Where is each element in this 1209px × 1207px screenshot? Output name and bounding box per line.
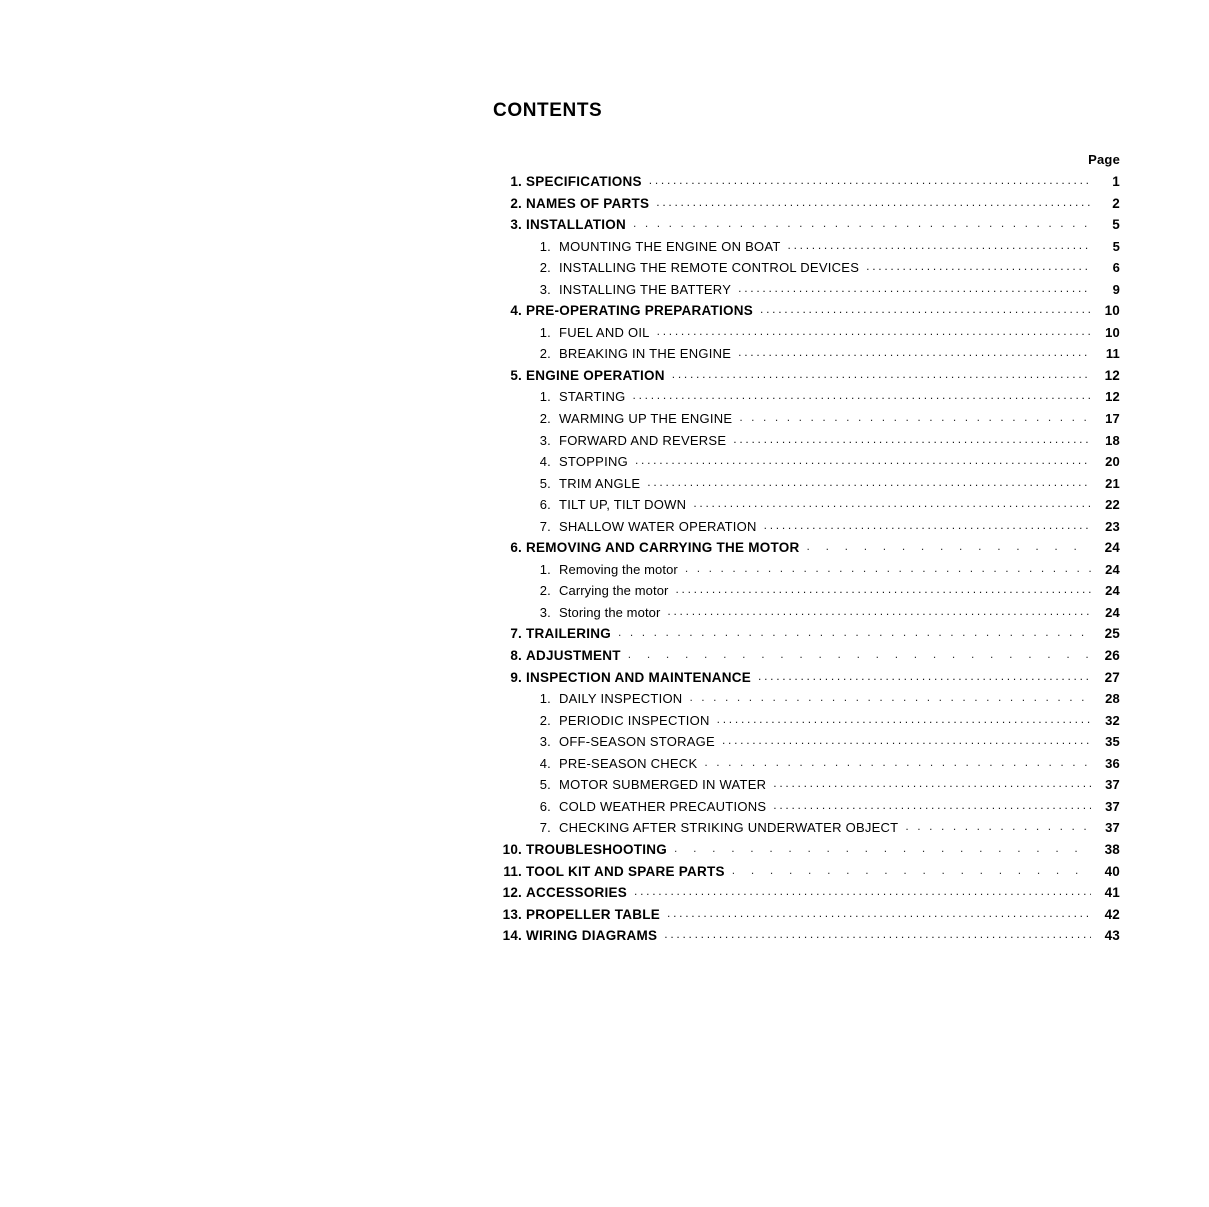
toc-dot-leader: [738, 281, 1091, 294]
toc-entry-title: INSTALLATION: [526, 217, 626, 233]
toc-entry[interactable]: [496, 863, 1120, 885]
toc-dot-leader: [628, 647, 1091, 660]
toc-entry-number: 2.: [539, 712, 551, 728]
toc-entry-number: 7.: [539, 518, 551, 534]
toc-entry-title: OFF-SEASON STORAGE: [559, 734, 715, 750]
toc-dot-leader: [738, 345, 1091, 358]
toc-dot-leader: [693, 496, 1091, 509]
toc-entry[interactable]: [496, 345, 1120, 367]
toc-entry-number: 1.: [539, 561, 551, 577]
toc-entry-number: 3.: [539, 734, 551, 750]
toc-entry-page-number: 9: [1112, 281, 1120, 297]
toc-entry-page-number: 43: [1104, 928, 1120, 944]
toc-entry-page-number: 10: [1105, 324, 1120, 340]
toc-dot-leader: [773, 776, 1091, 789]
toc-entry-number: 1.: [539, 238, 551, 254]
toc-entry-number: 5.: [539, 475, 551, 491]
toc-entry-number: 11.: [503, 863, 522, 879]
toc-dot-leader: [689, 690, 1091, 703]
toc-entry-title: ADJUSTMENT: [526, 648, 621, 664]
toc-entry-page-number: 26: [1104, 648, 1120, 664]
toc-entry-number: 7.: [510, 626, 522, 642]
toc-entry-number: 13.: [502, 906, 522, 922]
toc-entry-page-number: 24: [1104, 540, 1120, 556]
toc-dot-leader: [739, 410, 1091, 423]
toc-entry-number: 9.: [510, 669, 522, 685]
toc-entry-page-number: 37: [1105, 777, 1120, 793]
toc-dot-leader: [647, 475, 1091, 488]
toc-entry[interactable]: [496, 173, 1120, 195]
toc-entry-page-number: 10: [1104, 303, 1120, 319]
toc-entry[interactable]: [496, 625, 1120, 647]
toc-entry-title: Storing the motor: [559, 604, 661, 620]
toc-entry[interactable]: [496, 690, 1120, 712]
toc-entry[interactable]: [496, 819, 1120, 841]
toc-entry[interactable]: [496, 927, 1120, 949]
toc-entry-page-number: 12: [1105, 389, 1120, 405]
toc-entry-page-number: 38: [1104, 841, 1120, 857]
toc-entry-number: 4.: [539, 755, 551, 771]
toc-entry-page-number: 20: [1105, 454, 1120, 470]
toc-entry[interactable]: [496, 669, 1120, 691]
toc-dot-leader: [674, 841, 1091, 854]
toc-entry-page-number: 22: [1105, 497, 1120, 513]
toc-entry-page-number: 37: [1105, 820, 1120, 836]
toc-entry-title: PERIODIC INSPECTION: [559, 712, 710, 728]
toc-dot-leader: [657, 324, 1091, 337]
toc-entry[interactable]: [496, 776, 1120, 798]
toc-dot-leader: [722, 733, 1091, 746]
toc-entry[interactable]: [496, 647, 1120, 669]
toc-dot-leader: [773, 798, 1091, 811]
toc-entry-number: 3.: [539, 281, 551, 297]
toc-entry[interactable]: [496, 841, 1120, 863]
toc-entry-title: TOOL KIT AND SPARE PARTS: [526, 863, 725, 879]
toc-entry-title: TROUBLESHOOTING: [526, 841, 667, 857]
toc-entry-title: SPECIFICATIONS: [526, 174, 642, 189]
toc-entry-number: 12.: [502, 885, 522, 901]
toc-dot-leader: [667, 604, 1091, 617]
toc-entry-number: 1.: [539, 324, 551, 340]
toc-entry-page-number: 5: [1112, 238, 1120, 254]
toc-entry-number: 14.: [502, 928, 522, 944]
toc-entry-page-number: 18: [1105, 432, 1120, 448]
toc-entry-number: 8.: [510, 648, 522, 664]
toc-entry-number: 2.: [539, 346, 551, 362]
toc-entry-title: CHECKING AFTER STRIKING UNDERWATER OBJECT: [559, 820, 899, 836]
toc-entry-title: Carrying the motor: [559, 583, 669, 599]
toc-entry-number: 6.: [510, 540, 522, 556]
toc-entry-title: PRE-OPERATING PREPARATIONS: [526, 303, 754, 319]
toc-entry[interactable]: [496, 432, 1120, 454]
toc-entry[interactable]: [496, 712, 1120, 734]
toc-entry-title: SHALLOW WATER OPERATION: [559, 518, 757, 534]
toc-entry-title: FORWARD AND REVERSE: [559, 432, 727, 448]
toc-entry-number: 3.: [539, 432, 551, 448]
toc-dot-leader: [717, 712, 1091, 725]
toc-entry-page-number: 1: [1112, 174, 1120, 189]
page-column-header: Page: [1088, 152, 1120, 167]
toc-entry-title: FUEL AND OIL: [559, 324, 650, 340]
toc-entry[interactable]: [496, 216, 1120, 238]
toc-dot-leader: [675, 582, 1091, 595]
toc-entry-title: WARMING UP THE ENGINE: [559, 411, 733, 427]
toc-entry[interactable]: [496, 539, 1120, 561]
toc-entry[interactable]: [496, 496, 1120, 518]
toc-entry-title: DAILY INSPECTION: [559, 691, 683, 707]
toc-entry-title: PRE-SEASON CHECK: [559, 755, 698, 771]
toc-entry-title: REMOVING AND CARRYING THE MOTOR: [526, 540, 800, 556]
toc-entry-number: 1.: [510, 174, 522, 189]
toc-entry-number: 1.: [539, 389, 551, 405]
toc-entry[interactable]: [496, 195, 1120, 217]
toc-entry-number: 5.: [539, 777, 551, 793]
toc-dot-leader: [656, 195, 1091, 208]
toc-entry-number: 4.: [510, 303, 522, 319]
toc-entry-title: COLD WEATHER PRECAUTIONS: [559, 798, 767, 814]
toc-entry-title: STOPPING: [559, 454, 628, 470]
toc-entry-page-number: 27: [1104, 669, 1120, 685]
toc-entry[interactable]: [496, 518, 1120, 540]
toc-dot-leader: [733, 432, 1091, 445]
table-of-contents: [496, 173, 1120, 949]
toc-entry[interactable]: [496, 582, 1120, 604]
toc-entry-page-number: 2: [1112, 195, 1120, 211]
toc-entry[interactable]: [496, 281, 1120, 303]
toc-entry[interactable]: [496, 906, 1120, 928]
toc-entry-number: 3.: [539, 604, 551, 620]
toc-entry-number: 3.: [510, 217, 522, 233]
toc-dot-leader: [788, 238, 1091, 251]
toc-entry[interactable]: [496, 798, 1120, 820]
toc-entry-page-number: 40: [1104, 863, 1120, 879]
toc-entry-title: ACCESSORIES: [526, 885, 628, 901]
toc-dot-leader: [649, 173, 1091, 186]
toc-entry-page-number: 25: [1104, 626, 1120, 642]
toc-entry[interactable]: [496, 561, 1120, 583]
toc-entry-page-number: 11: [1105, 346, 1120, 362]
toc-entry-page-number: 12: [1104, 367, 1120, 383]
toc-entry-page-number: 21: [1105, 475, 1120, 491]
toc-entry-number: 1.: [539, 691, 551, 707]
toc-entry-title: WIRING DIAGRAMS: [526, 928, 658, 944]
toc-dot-leader: [704, 755, 1091, 768]
toc-entry-number: 2.: [539, 583, 551, 599]
toc-entry-page-number: 24: [1105, 583, 1120, 599]
toc-dot-leader: [667, 906, 1091, 919]
toc-entry[interactable]: [496, 755, 1120, 777]
toc-dot-leader: [618, 625, 1091, 638]
toc-entry-number: 2.: [510, 195, 522, 211]
toc-dot-leader: [634, 884, 1091, 897]
toc-entry-page-number: 17: [1105, 411, 1120, 427]
toc-entry-number: 5.: [510, 367, 522, 383]
toc-entry-title: INSTALLING THE BATTERY: [559, 281, 732, 297]
toc-entry-page-number: 35: [1105, 734, 1120, 750]
toc-entry-title: STARTING: [559, 389, 626, 405]
toc-entry-number: 6.: [539, 798, 551, 814]
toc-entry[interactable]: [496, 367, 1120, 389]
toc-dot-leader: [866, 259, 1091, 272]
toc-entry-title: INSTALLING THE REMOTE CONTROL DEVICES: [559, 260, 860, 276]
toc-entry[interactable]: [496, 733, 1120, 755]
toc-entry-page-number: 24: [1105, 604, 1120, 620]
toc-entry[interactable]: [496, 410, 1120, 432]
toc-dot-leader: [633, 216, 1091, 229]
toc-entry-number: 7.: [539, 820, 551, 836]
page-title: CONTENTS: [493, 100, 603, 121]
toc-entry[interactable]: [496, 238, 1120, 260]
toc-dot-leader: [635, 453, 1091, 466]
toc-entry[interactable]: [496, 884, 1120, 906]
toc-dot-leader: [685, 561, 1091, 574]
toc-entry-page-number: 42: [1104, 906, 1120, 922]
toc-entry[interactable]: [496, 259, 1120, 281]
toc-entry-page-number: 23: [1105, 518, 1120, 534]
toc-entry-title: BREAKING IN THE ENGINE: [559, 346, 732, 362]
toc-entry-number: 10.: [502, 841, 522, 857]
toc-entry-number: 2.: [539, 411, 551, 427]
toc-entry-title: INSPECTION AND MAINTENANCE: [526, 669, 752, 685]
toc-dot-leader: [905, 819, 1091, 832]
toc-entry[interactable]: [496, 324, 1120, 346]
toc-dot-leader: [764, 518, 1091, 531]
toc-entry[interactable]: [496, 475, 1120, 497]
toc-entry-number: 2.: [539, 260, 551, 276]
toc-entry-number: 4.: [539, 454, 551, 470]
toc-entry-page-number: 28: [1105, 691, 1120, 707]
toc-entry-title: MOUNTING THE ENGINE ON BOAT: [559, 238, 781, 254]
toc-entry[interactable]: [496, 388, 1120, 410]
toc-entry-title: MOTOR SUBMERGED IN WATER: [559, 777, 767, 793]
toc-dot-leader: [664, 927, 1091, 940]
toc-entry-title: PROPELLER TABLE: [526, 906, 661, 922]
toc-entry-title: ENGINE OPERATION: [526, 367, 665, 383]
toc-entry-title: TRIM ANGLE: [559, 475, 641, 491]
toc-dot-leader: [732, 863, 1091, 876]
toc-dot-leader: [672, 367, 1091, 380]
toc-entry[interactable]: [496, 604, 1120, 626]
toc-entry-page-number: 37: [1105, 798, 1120, 814]
toc-entry-page-number: 41: [1104, 885, 1120, 901]
toc-entry-title: Removing the motor: [559, 561, 678, 577]
toc-entry-page-number: 36: [1105, 755, 1120, 771]
toc-dot-leader: [633, 388, 1091, 401]
toc-entry[interactable]: [496, 302, 1120, 324]
toc-entry-page-number: 6: [1112, 260, 1120, 276]
toc-dot-leader: [758, 669, 1091, 682]
toc-entry-title: TRAILERING: [526, 626, 611, 642]
toc-dot-leader: [760, 302, 1091, 315]
toc-entry-page-number: 32: [1105, 712, 1120, 728]
toc-entry[interactable]: [496, 453, 1120, 475]
toc-entry-number: 6.: [539, 497, 551, 513]
toc-entry-page-number: 24: [1105, 561, 1120, 577]
toc-entry-title: NAMES OF PARTS: [526, 195, 650, 211]
toc-entry-page-number: 5: [1112, 217, 1120, 233]
toc-entry-title: TILT UP, TILT DOWN: [559, 497, 687, 513]
toc-dot-leader: [807, 539, 1091, 552]
